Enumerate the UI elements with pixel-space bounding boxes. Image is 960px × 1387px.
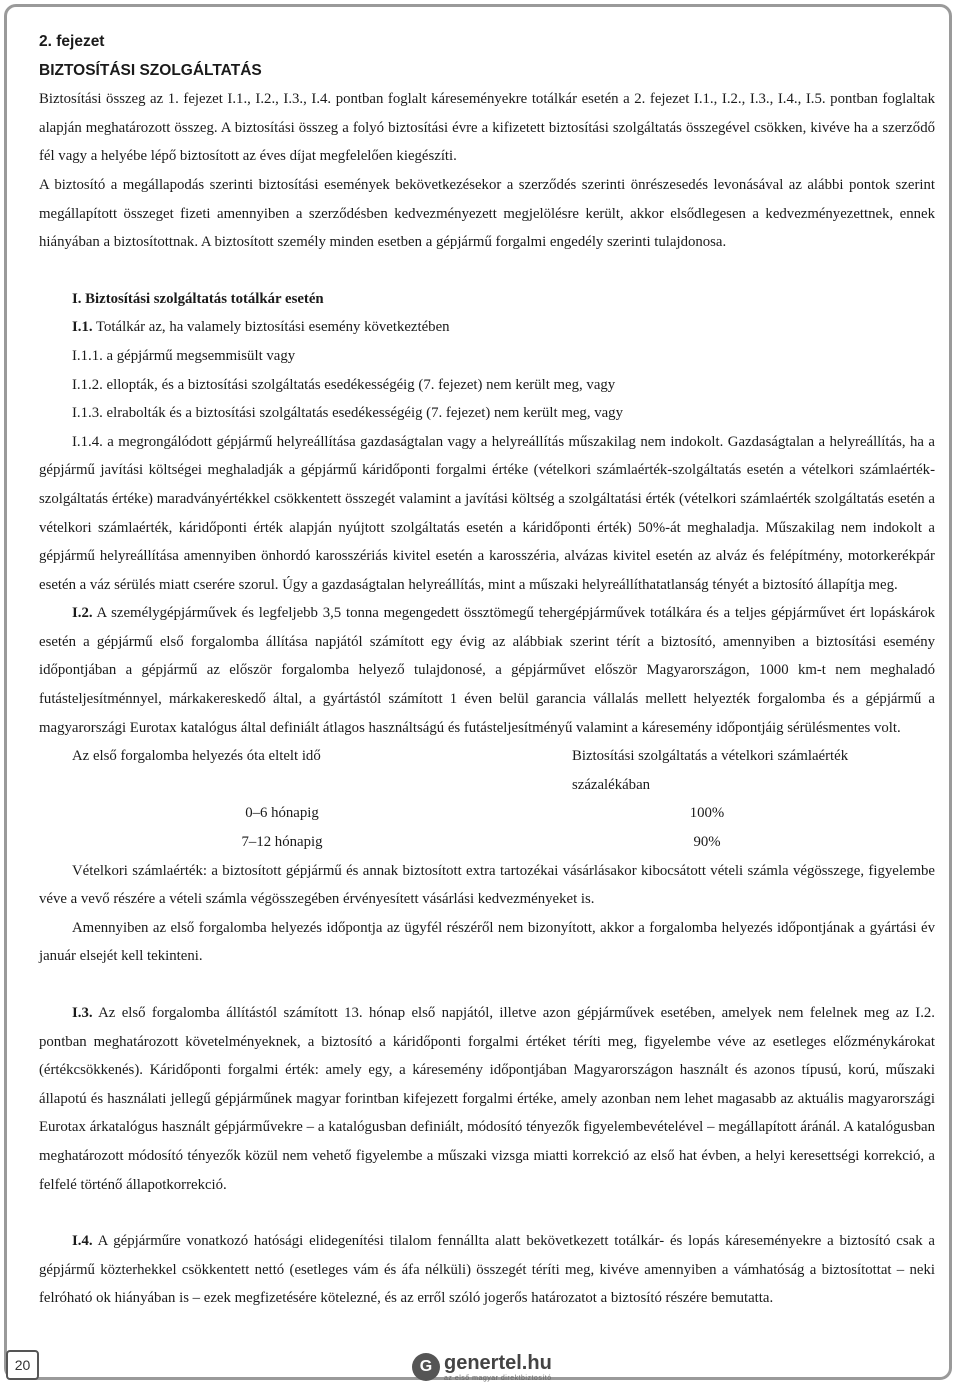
i2-note-2: Amennyiben az első forgalomba helyezés időpontja az ügyfél részéről nem bizonyított, akkor a forgalomba helyezés időpontjának a gyártási év január elsejét kell tekinteni. bbox=[39, 919, 935, 965]
table-row bbox=[72, 828, 902, 857]
table-cell-percent: 90% bbox=[693, 834, 721, 851]
table-header-percent: Biztosítási szolgáltatás a vételkori számlaérték százalékában bbox=[572, 748, 849, 793]
percentage-table bbox=[72, 742, 902, 856]
table-header-period: Az első forgalomba helyezés óta eltelt idő bbox=[72, 748, 321, 765]
i3-text: Az első forgalomba állítástól számított 13. hónap első napjától, illetve azon gépjárművek esetében, amelyek nem felelnek meg az I.2. pontban meghatározott követelményeknek, a biztosító a káridőponti forgalmi értéket téríti meg, figyelembe véve az esetleges előzménykárokat (értékcsökkenés). Káridőponti forgalmi érték: amely egy, a káresemény időpontjában Magyarországon használt és azonos típusú, korú, műszaki állapotú és használati jellegű gépjárműnek magyar forintban kifejezett forgalmi értéke, amely azonban nem lehet magasabb az aktuális magyarországi Eurotax árkatalógus használt gépjárművekre – a katalógusban definiált, módosító tényezők figyelembevételével – megállapított áránál. A katalógusban meghatározott módosító tényezők közül nem vehető figyelembe a műszaki vizsga miatti korrekció az első hat évben, a helyi keresettségi korrekció, a felfelé történő állapotkorrekció. bbox=[39, 1005, 935, 1193]
logo-mark-icon: G bbox=[412, 1353, 440, 1381]
i1-paragraph bbox=[39, 313, 935, 342]
logo-tagline: az első magyar direktbiztosító bbox=[444, 1374, 552, 1382]
i3-number: I.3. bbox=[72, 1005, 93, 1021]
i2-text: A személygépjárművek és legfeljebb 3,5 tonna megengedett össztömegű tehergépjárművek totálkára és a teljes gépjárművet ért lopáskárok esetén a gépjármű első forgalomba állítása napjától számított egy évig az alábbiak szerint térít a biztosító, amennyiben a biztosítási esemény időpontjában a gépjármű az először forgalomba helyező tulajdonosé, a gépjárművet először Magyarországon, 1000 km-t nem meghaladó futásteljesítménnyel, márkakereskedő által, a gyártástól számított 1 éven belül garancia vállalás mellett helyezték forgalomba és a gépjármű a magyarországi Eurotax katalógus által definiált átlagos használtságú és futásteljesítményű valamint a káresemény időpontjáig sérülésmentes volt. bbox=[39, 605, 935, 736]
i2-note-1: Vételkori számlaérték: a biztosított gépjármű és annak biztosított extra tartozékai vásárlásakor kibocsátott vételi számla végösszege, figyelembe véve a vevő részére a vételi számla végösszegében érvényesített vásárlási kedvezményeket is. bbox=[39, 862, 935, 908]
i4-number: I.4. bbox=[72, 1233, 93, 1250]
i1-number: I.1. bbox=[72, 319, 93, 336]
i1-item: I.1.1. a gépjármű megsemmisült vagy bbox=[72, 347, 296, 364]
table-header-row bbox=[72, 742, 902, 799]
logo-name: genertel.hu bbox=[444, 1351, 552, 1374]
i1-item: I.1.2. ellopták, és a biztosítási szolgáltatás esedékességéig (7. fejezet) nem került meg, vagy bbox=[72, 376, 616, 393]
i2-number: I.2. bbox=[72, 605, 93, 622]
page-title: BIZTOSÍTÁSI SZOLGÁLTATÁS bbox=[39, 61, 262, 79]
i2-paragraph bbox=[39, 599, 935, 742]
i1-item-4: I.1.4. a megrongálódott gépjármű helyreállítása gazdaságtalan vagy a helyreállítás műszakilag nem indokolt. Gazdaságtalan a helyreállítás, ha a gépjármű javítási költségei meghaladják a gépjármű káridőponti forgalmi értéke (vételkori számlaérték-szolgáltatás esetén a vételkori számlaérték-szolgáltatás értéke) maradványértékkel csökkentett összegét valamint a javítási költség a szolgáltatási érték (vételkori számlaérték szolgáltatás esetén a vételkori számlaérték, káridőponti érték alapján nyújtott szolgáltatás esetén a káridőponti érték) 50%-át meghaladja. Műszakilag nem indokolt a gépjármű helyreállítása amennyiben önhordó karosszériás kivitel esetén a karosszéria, alvázas kivitel esetén az alváz és felépítmény, motorkerékpár esetén a váz sérülés miatt cserére szorul. Úgy a gazdaságtalan helyreállítás, mint a műszaki helyreállíthatatlanság tényét a biztosító állapítja meg. bbox=[39, 433, 935, 593]
table-cell-period: 7–12 hónapig bbox=[241, 834, 323, 851]
intro-paragraph-2: A biztosító a megállapodás szerinti biztosítási események bekövetkezésekor a szerződés szerinti önrészesedés levonásával az alábbi pontok szerint megállapított összeget fizeti amennyiben a szerződésben kedvezményezett megjelölésre került, akkor elsődlegesen a kedvezményezettnek, ennek hiányában a biztosítottnak. A biztosított személy minden esetben a gépjármű forgalmi engedély szerinti tulajdonosa. bbox=[39, 176, 935, 251]
document-body bbox=[39, 28, 935, 1313]
i4-text: A gépjárműre vonatkozó hatósági elidegenítési tilalom fennállta alatt bekövetkezett totálkár- és lopás káreseményekre a biztosító csak a gépjármű közterhekkel csökkentett nettó (esetleges vám és áfa nélküli) összegét téríti meg, kivéve amennyiben a vámhatóság a biztosítottat – neki felróható ok hiányában is – ezek megfizetésére kötelezné, és az erről szóló jogerős határozatot a biztosító részére bemutatta. bbox=[39, 1233, 935, 1307]
i4-paragraph bbox=[39, 1227, 935, 1313]
intro-paragraph-1: Biztosítási összeg az 1. fejezet I.1., I.2., I.3., I.4. pontban foglalt káreseményekre totálkár esetén a 2. fejezet I.1., I.2., I.3., I.4., I.5. pontban foglaltak alapján meghatározott összeg. A biztosítási összeg a folyó biztosítási évre a kifizetett biztosítási szolgáltatás összegével csökken, kivéve ha a szerződő fél vagy a helyébe lépő biztosított az éves díjat megfelelően kiegészíti. bbox=[39, 91, 935, 165]
chapter-label: 2. fejezet bbox=[39, 33, 105, 50]
i1-text: Totálkár az, ha valamely biztosítási esemény következtében bbox=[92, 319, 450, 336]
page-number: 20 bbox=[6, 1350, 39, 1380]
genertel-logo bbox=[412, 1351, 562, 1383]
table-cell-percent: 100% bbox=[689, 805, 725, 822]
i1-item: I.1.3. elrabolták és a biztosítási szolgáltatás esedékességéig (7. fejezet) nem került meg, vagy bbox=[72, 405, 623, 422]
i3-paragraph bbox=[39, 999, 935, 1199]
table-cell-period: 0–6 hónapig bbox=[245, 805, 319, 822]
section-heading: I. Biztosítási szolgáltatás totálkár esetén bbox=[72, 290, 324, 307]
table-row bbox=[72, 799, 902, 828]
